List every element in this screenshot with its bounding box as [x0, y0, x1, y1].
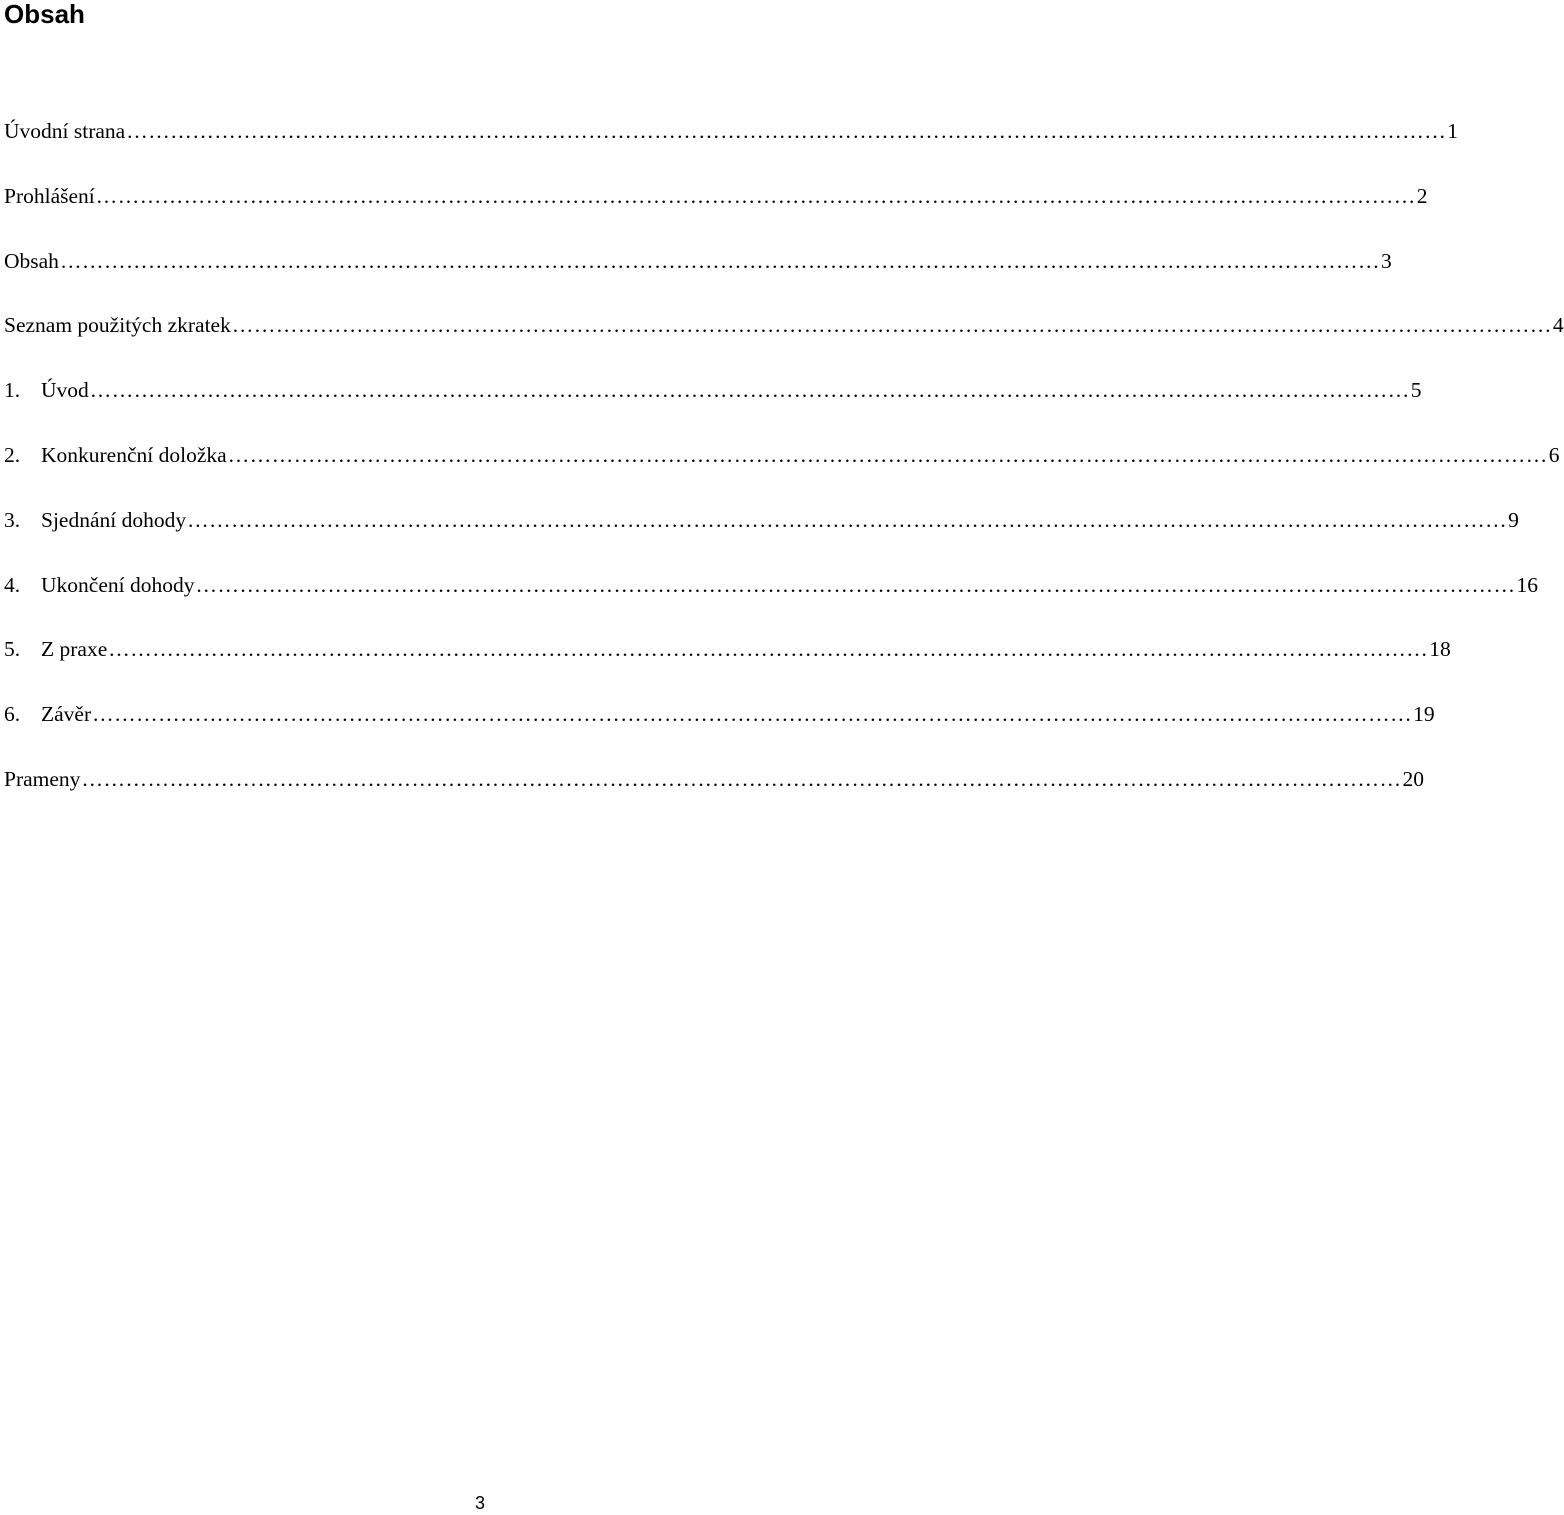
toc-chapter-number: 1. — [4, 378, 21, 403]
toc-label: Ukončení dohody — [41, 572, 195, 597]
toc-entry[interactable] — [4, 309, 1564, 374]
toc-entry[interactable] — [4, 115, 1458, 180]
toc-page-number: 20 — [1402, 766, 1424, 791]
toc-entry[interactable] — [4, 180, 1428, 245]
toc-leader: ……………………………………………………………………………………………………………………………………………………………… — [95, 183, 1416, 208]
toc-label: Prohlášení — [4, 183, 95, 208]
toc-label: Obsah — [4, 248, 59, 273]
toc-leader: ……………………………………………………………………………………………………………………………………………………………… — [81, 766, 1402, 791]
toc-entry[interactable] — [4, 569, 1538, 634]
toc-page-number: 9 — [1508, 507, 1519, 532]
toc-entry[interactable] — [4, 245, 1392, 310]
toc-entry[interactable] — [4, 698, 1435, 763]
toc-leader: ……………………………………………………………………………………………………………………………………………………………… — [231, 313, 1552, 338]
toc-label: Seznam použitých zkratek — [4, 313, 231, 338]
toc-chapter-number: 6. — [4, 702, 21, 727]
toc-leader: ……………………………………………………………………………………………………………………………………………………………… — [89, 378, 1410, 403]
toc-page-number: 3 — [1380, 248, 1392, 273]
toc-chapter-number: 4. — [4, 572, 21, 597]
toc-label: Sjednání dohody — [41, 507, 187, 532]
toc-label: Prameny — [4, 766, 81, 791]
page-number: 3 — [474, 1493, 485, 1513]
toc-page-number: 2 — [1416, 183, 1428, 208]
toc-page-number: 1 — [1447, 119, 1458, 143]
toc-page-number: 6 — [1548, 442, 1560, 467]
toc-leader: ……………………………………………………………………………………………………………………………………………………………… — [59, 248, 1380, 273]
toc-page-number: 5 — [1410, 378, 1422, 403]
toc-entry[interactable] — [4, 504, 1519, 569]
toc-chapter-number: 2. — [4, 442, 21, 467]
toc-page-number: 19 — [1413, 702, 1435, 727]
toc-leader: ……………………………………………………………………………………………………………………………………………………………… — [92, 702, 1413, 727]
toc-leader: ……………………………………………………………………………………………………………………………………………………………… — [227, 442, 1548, 467]
toc-chapter-number: 3. — [4, 507, 21, 532]
toc-leader: ……………………………………………………………………………………………………………………………………………………………… — [195, 572, 1516, 597]
toc-entry[interactable] — [4, 374, 1422, 439]
table-of-contents — [4, 115, 1564, 828]
toc-leader: ……………………………………………………………………………………………………………………………………………………………… — [187, 507, 1508, 532]
page-title: Obsah — [4, 0, 85, 29]
toc-entry[interactable] — [4, 763, 1424, 828]
toc-label: Úvod — [41, 378, 89, 403]
toc-page-number: 16 — [1516, 572, 1538, 597]
toc-leader: ……………………………………………………………………………………………………………………………………………………………… — [108, 637, 1429, 662]
toc-entry[interactable] — [4, 439, 1560, 504]
toc-label: Závěr — [41, 702, 92, 727]
toc-chapter-number: 5. — [4, 637, 21, 662]
toc-label: Z praxe — [41, 637, 108, 662]
toc-entry[interactable] — [4, 633, 1451, 698]
toc-page-number: 4 — [1552, 313, 1564, 338]
toc-label: Konkurenční doložka — [41, 442, 227, 467]
toc-page-number: 18 — [1429, 637, 1451, 662]
toc-label: Úvodní strana — [4, 119, 126, 143]
toc-leader: ……………………………………………………………………………………………………………………………………………………………… — [126, 119, 1447, 143]
